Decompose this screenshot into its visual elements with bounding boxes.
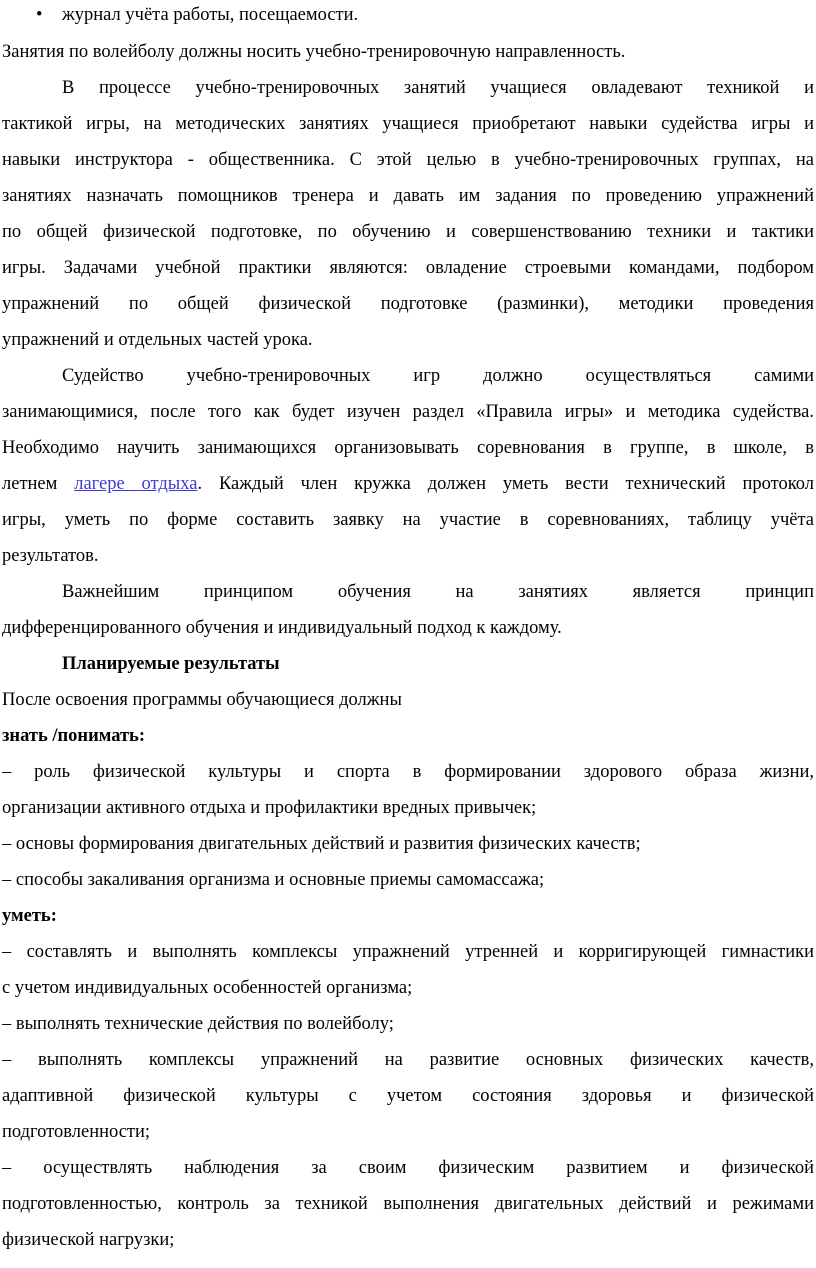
list-item: – осуществлять наблюдения за своим физическим развитием и физической bbox=[2, 1158, 814, 1178]
text-line: упражнений по общей физической подготовке (разминки), методики проведения bbox=[2, 294, 814, 314]
text-line: игры, уметь по форме составить заявку на участие в соревнованиях, таблицу учёта bbox=[2, 510, 814, 530]
text-line: После освоения программы обучающиеся должны bbox=[2, 690, 402, 710]
paragraph-1 bbox=[2, 70, 814, 358]
list-item: – составлять и выполнять комплексы упражнений утренней и корригирующей гимнастики bbox=[2, 942, 814, 962]
text-line: Необходимо научить занимающихся организовывать соревнования в группе, в школе, в bbox=[2, 438, 814, 458]
text-line: по общей физической подготовке, по обучению и совершенствованию техники и тактики bbox=[2, 222, 814, 242]
list-item: – основы формирования двигательных действий и развития физических качеств; bbox=[2, 834, 641, 854]
text-line: занятиях назначать помощников тренера и давать им задания по проведению упражнений bbox=[2, 186, 814, 206]
text-line: Важнейшим принципом обучения на занятиях является принцип bbox=[62, 582, 814, 602]
text-line-with-link bbox=[2, 466, 814, 502]
text-line: результатов. bbox=[2, 546, 99, 566]
list-item-continuation: с учетом индивидуальных особенностей организма; bbox=[2, 978, 413, 998]
text-fragment: летнем bbox=[2, 474, 58, 494]
know-label: знать /понимать: bbox=[2, 726, 146, 746]
text-line: дифференцированного обучения и индивидуальный подход к каждому. bbox=[2, 618, 562, 638]
list-item: – роль физической культуры и спорта в формировании здорового образа жизни, bbox=[2, 762, 814, 782]
list-item: – выполнять комплексы упражнений на развитие основных физических качеств, bbox=[2, 1050, 814, 1070]
text-line: тактикой игры, на методических занятиях учащиеся приобретают навыки судейства игры и bbox=[2, 114, 814, 134]
list-item-continuation: подготовленности; bbox=[2, 1122, 151, 1142]
text-line: занимающимися, после того как будет изучен раздел «Правила игры» и методика судейства. bbox=[2, 402, 814, 422]
able-list bbox=[2, 934, 814, 1258]
text-line: Занятия по волейболу должны носить учебно-тренировочную направленность. bbox=[2, 42, 626, 62]
text-line: В процессе учебно-тренировочных занятий учащиеся овладевают техникой и bbox=[62, 78, 814, 98]
paragraph-3 bbox=[2, 574, 814, 646]
bullet-text: журнал учёта работы, посещаемости. bbox=[62, 5, 359, 25]
know-list bbox=[2, 754, 814, 898]
text-line: навыки инструктора - общественника. С этой целью в учебно-тренировочных группах, на bbox=[2, 150, 814, 170]
text-line: игры. Задачами учебной практики являются: овладение строевыми командами, подбором bbox=[2, 258, 814, 278]
list-item: – выполнять технические действия по волейболу; bbox=[2, 1014, 394, 1034]
list-item-continuation: адаптивной физической культуры с учетом состояния здоровья и физической bbox=[2, 1086, 814, 1106]
section-heading: Планируемые результаты bbox=[62, 654, 280, 674]
text-line: Судейство учебно-тренировочных игр должно осуществляться самими bbox=[62, 366, 814, 386]
summer-camp-link[interactable]: лагере отдыха bbox=[74, 474, 198, 494]
paragraph-2 bbox=[2, 358, 814, 574]
list-item-continuation: организации активного отдыха и профилактики вредных привычек; bbox=[2, 798, 537, 818]
bullet-list-item bbox=[2, 0, 814, 34]
bullet-icon: • bbox=[36, 5, 43, 25]
list-item: – способы закаливания организма и основные приемы самомассажа; bbox=[2, 870, 545, 890]
list-item-continuation: подготовленностью, контроль за техникой выполнения двигательных действий и режимами bbox=[2, 1194, 814, 1214]
list-item-continuation: физической нагрузки; bbox=[2, 1230, 175, 1250]
able-label: уметь: bbox=[2, 906, 57, 926]
text-fragment: . Каждый член кружка должен уметь вести технический протокол bbox=[197, 474, 814, 494]
text-line: упражнений и отдельных частей урока. bbox=[2, 330, 313, 350]
